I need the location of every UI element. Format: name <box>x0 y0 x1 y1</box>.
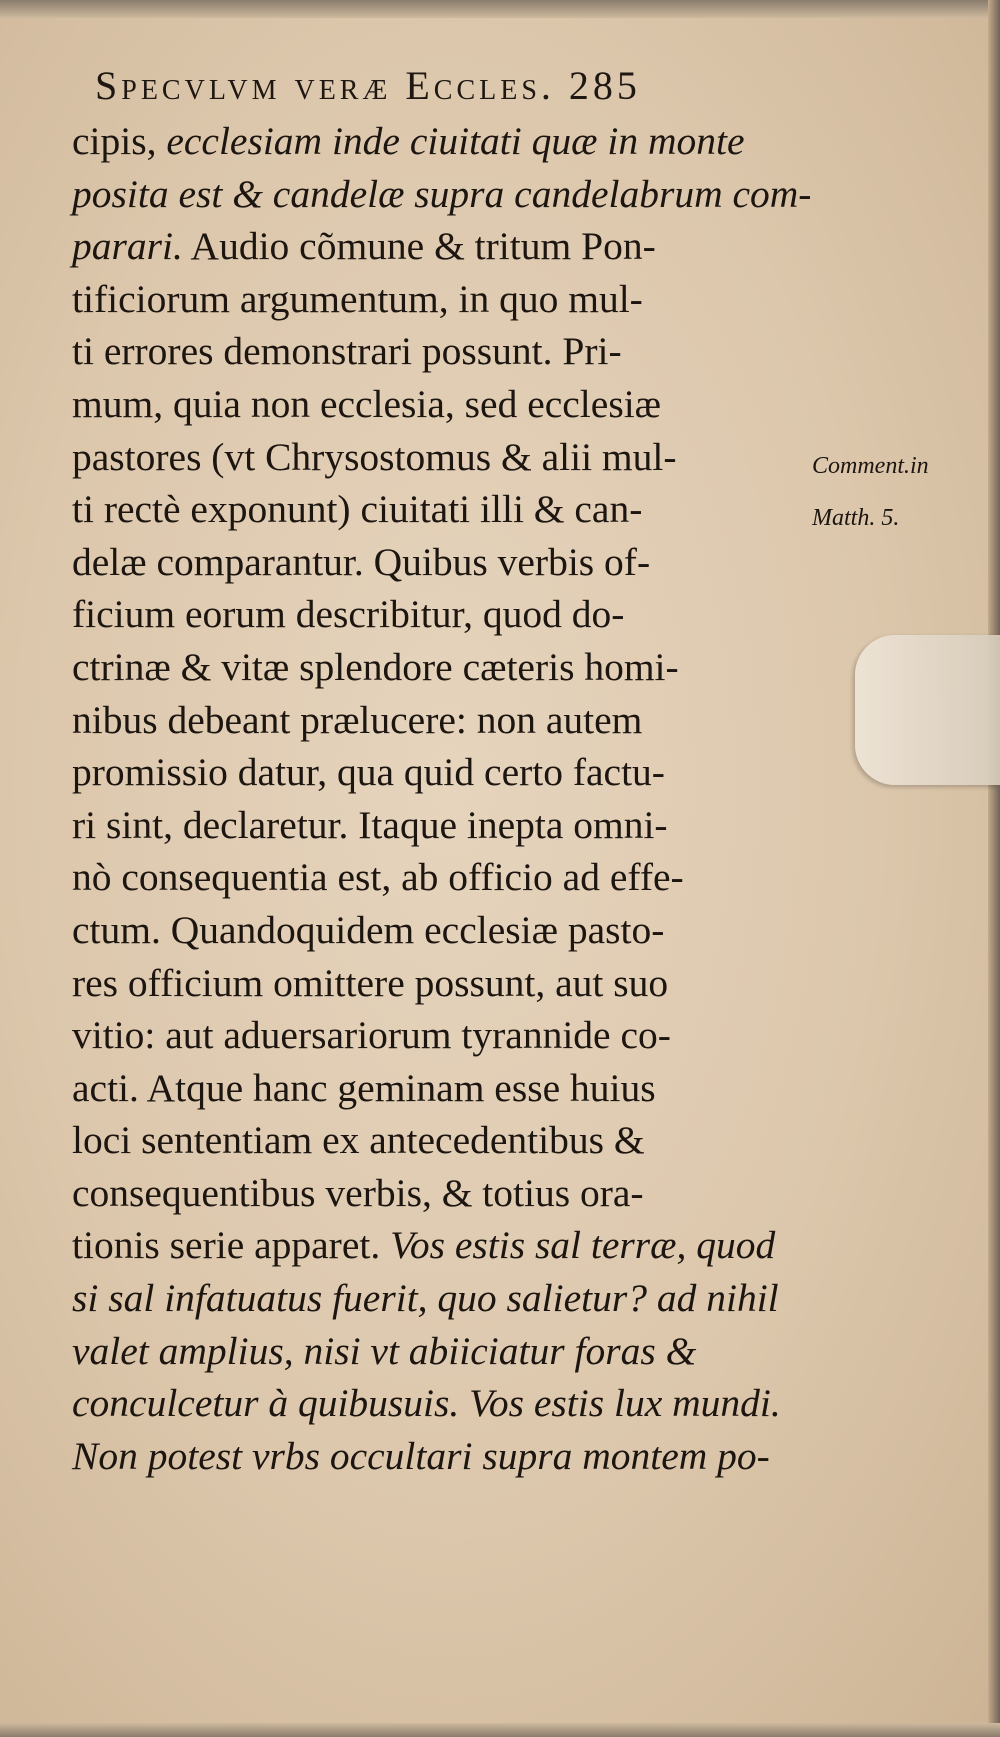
body-text <box>72 115 812 1482</box>
roman-segment: delæ comparantur. Quibus verbis of- <box>72 539 651 584</box>
margin-note-line: Comment.in <box>812 453 929 479</box>
text-line <box>72 168 812 221</box>
page-right-edge <box>988 0 1000 1737</box>
bookmark-tab <box>855 635 1000 785</box>
margin-note-line: Matth. 5. <box>812 505 900 531</box>
italic-segment: posita est & candelæ supra candelabrum com- <box>72 171 812 216</box>
text-line <box>72 273 812 326</box>
italic-segment: ecclesiam inde ciuitati quæ in monte <box>166 119 745 163</box>
roman-segment: ctrinæ & vitæ splendore cæteris homi- <box>72 644 679 689</box>
page-top-edge <box>0 0 1000 18</box>
roman-segment: cipis, <box>72 119 167 163</box>
text-line <box>72 1377 812 1430</box>
roman-segment: promissio datur, qua quid certo factu- <box>72 750 665 795</box>
text-line <box>72 1430 812 1483</box>
roman-segment: nò consequentia est, ab officio ad effe- <box>72 855 684 900</box>
text-line <box>72 378 812 431</box>
text-line <box>72 483 812 536</box>
roman-segment: tionis serie apparet. <box>72 1223 391 1268</box>
text-line <box>72 904 812 957</box>
roman-segment: ti errores demonstrari possunt. Pri- <box>72 329 622 374</box>
text-line <box>72 1009 812 1062</box>
text-line <box>72 431 812 484</box>
text-line <box>72 1325 812 1378</box>
roman-segment: consequentibus verbis, & totius ora- <box>72 1170 644 1215</box>
roman-segment: ti rectè exponunt) ciuitati illi & can- <box>72 487 643 532</box>
roman-segment: vitio: aut aduersariorum tyrannide co- <box>72 1013 671 1058</box>
text-line <box>72 641 812 694</box>
text-line <box>72 220 812 273</box>
page-bottom-edge <box>0 1723 1000 1737</box>
text-line <box>72 1114 812 1167</box>
italic-segment: parari. <box>72 224 183 269</box>
running-header: Specvlvm veræ Eccles. 285 <box>95 63 641 108</box>
text-line <box>72 799 812 852</box>
text-line <box>72 588 812 641</box>
roman-segment: acti. Atque hanc geminam esse huius <box>72 1065 656 1110</box>
margin-note <box>812 440 992 544</box>
text-line <box>72 746 812 799</box>
roman-segment: mum, quia non ecclesia, sed ecclesiæ <box>72 381 662 426</box>
text-line <box>72 1167 812 1220</box>
roman-segment: Audio cõmune & tritum Pon- <box>182 224 656 269</box>
text-line <box>72 325 812 378</box>
text-line <box>72 1219 812 1272</box>
text-line <box>72 536 812 589</box>
roman-segment: tificiorum argumentum, in quo mul- <box>72 276 643 321</box>
roman-segment: nibus debeant prælucere: non autem <box>72 697 643 742</box>
italic-segment: conculcetur à quibusuis. Vos estis lux mundi. <box>72 1381 781 1426</box>
italic-segment: Vos estis sal terræ, quod <box>390 1223 776 1268</box>
roman-segment: pastores (vt Chrysostomus & alii mul- <box>72 434 677 479</box>
roman-segment: ficium eorum describitur, quod do- <box>72 592 625 637</box>
text-line <box>72 1062 812 1115</box>
roman-segment: loci sententiam ex antecedentibus & <box>72 1118 645 1163</box>
text-line <box>72 1272 812 1325</box>
roman-segment: res officium omittere possunt, aut suo <box>72 960 669 1005</box>
roman-segment: ctum. Quandoquidem ecclesiæ pasto- <box>72 907 665 952</box>
italic-segment: Non potest vrbs occultari supra montem po- <box>72 1433 770 1478</box>
text-line <box>72 957 812 1010</box>
roman-segment: ri sint, declaretur. Itaque inepta omni- <box>72 802 668 847</box>
text-line <box>72 115 812 168</box>
italic-segment: valet amplius, nisi vt abiiciatur foras & <box>72 1328 697 1373</box>
italic-segment: si sal infatuatus fuerit, quo salietur? ad nihil <box>72 1276 779 1321</box>
text-line <box>72 851 812 904</box>
text-line <box>72 694 812 747</box>
